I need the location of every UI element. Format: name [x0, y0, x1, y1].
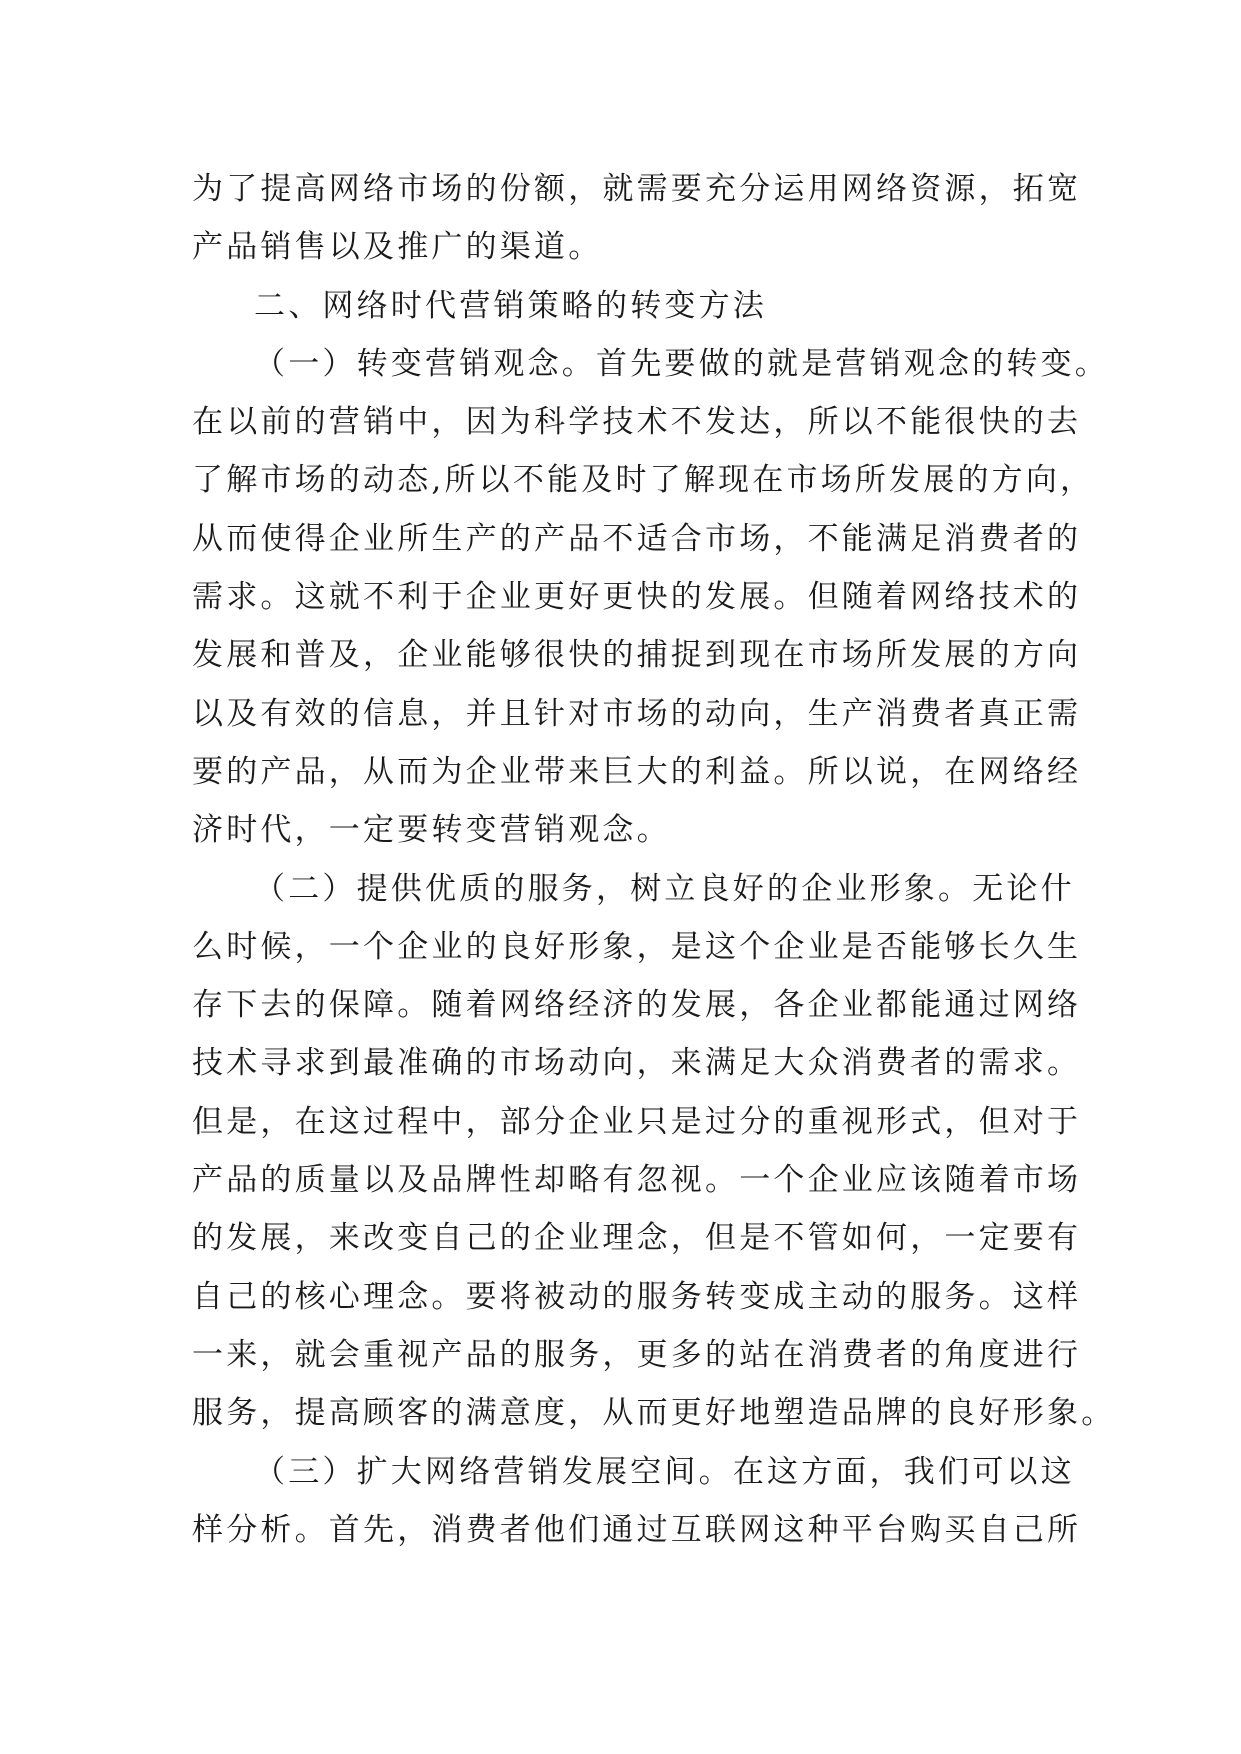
- text-line: 在以前的营销中，因为科学技术不发达，所以不能很快的去: [192, 404, 1082, 441]
- text-line: 需求。这就不利于企业更好更快的发展。但随着网络技术的: [192, 579, 1082, 616]
- text-line: 要的产品，从而为企业带来巨大的利益。所以说，在网络经: [192, 753, 1082, 790]
- text-line: 存下去的保障。随着网络经济的发展，各企业都能通过网络: [192, 987, 1082, 1024]
- text-line: 产品销售以及推广的渠道。: [192, 229, 603, 266]
- text-line: 一来，就会重视产品的服务，更多的站在消费者的角度进行: [192, 1336, 1082, 1373]
- subsection-line: （一）转变营销观念。首先要做的就是营销观念的转变。: [254, 345, 1109, 382]
- subsection-line: （二）提供优质的服务，树立良好的企业形象。无论什: [254, 870, 1075, 907]
- text-line: 济时代，一定要转变营销观念。: [192, 812, 671, 849]
- text-line: 为了提高网络市场的份额，就需要充分运用网络资源，拓宽: [192, 171, 1082, 207]
- text-line: 样分析。首先，消费者他们通过互联网这种平台购买自己所: [192, 1511, 1082, 1548]
- text-line: 从而使得企业所生产的产品不适合市场，不能满足消费者的: [192, 520, 1082, 557]
- text-line: 了解市场的动态,所以不能及时了解现在市场所发展的方向，: [192, 462, 1095, 499]
- subsection-line: （三）扩大网络营销发展空间。在这方面，我们可以这: [254, 1453, 1075, 1490]
- text-line: 产品的质量以及品牌性却略有忽视。一个企业应该随着市场: [192, 1162, 1082, 1199]
- text-line: 发展和普及，企业能够很快的捕捉到现在市场所发展的方向: [192, 637, 1082, 674]
- text-line: 以及有效的信息，并且针对市场的动向，生产消费者真正需: [192, 695, 1082, 732]
- text-line: 技术寻求到最准确的市场动向，来满足大众消费者的需求。: [192, 1045, 1082, 1082]
- text-line: 的发展，来改变自己的企业理念，但是不管如何，一定要有: [192, 1220, 1082, 1257]
- text-line: 服务，提高顾客的满意度，从而更好地塑造品牌的良好形象。: [192, 1395, 1116, 1432]
- body-text: [192, 160, 1116, 1559]
- text-line: 自己的核心理念。要将被动的服务转变成主动的服务。这样: [192, 1278, 1082, 1315]
- text-line: 么时候，一个企业的良好形象，是这个企业是否能够长久生: [192, 928, 1082, 965]
- text-line: 但是，在这过程中，部分企业只是过分的重视形式，但对于: [192, 1103, 1082, 1140]
- section-heading: 二、网络时代营销策略的转变方法: [254, 287, 767, 324]
